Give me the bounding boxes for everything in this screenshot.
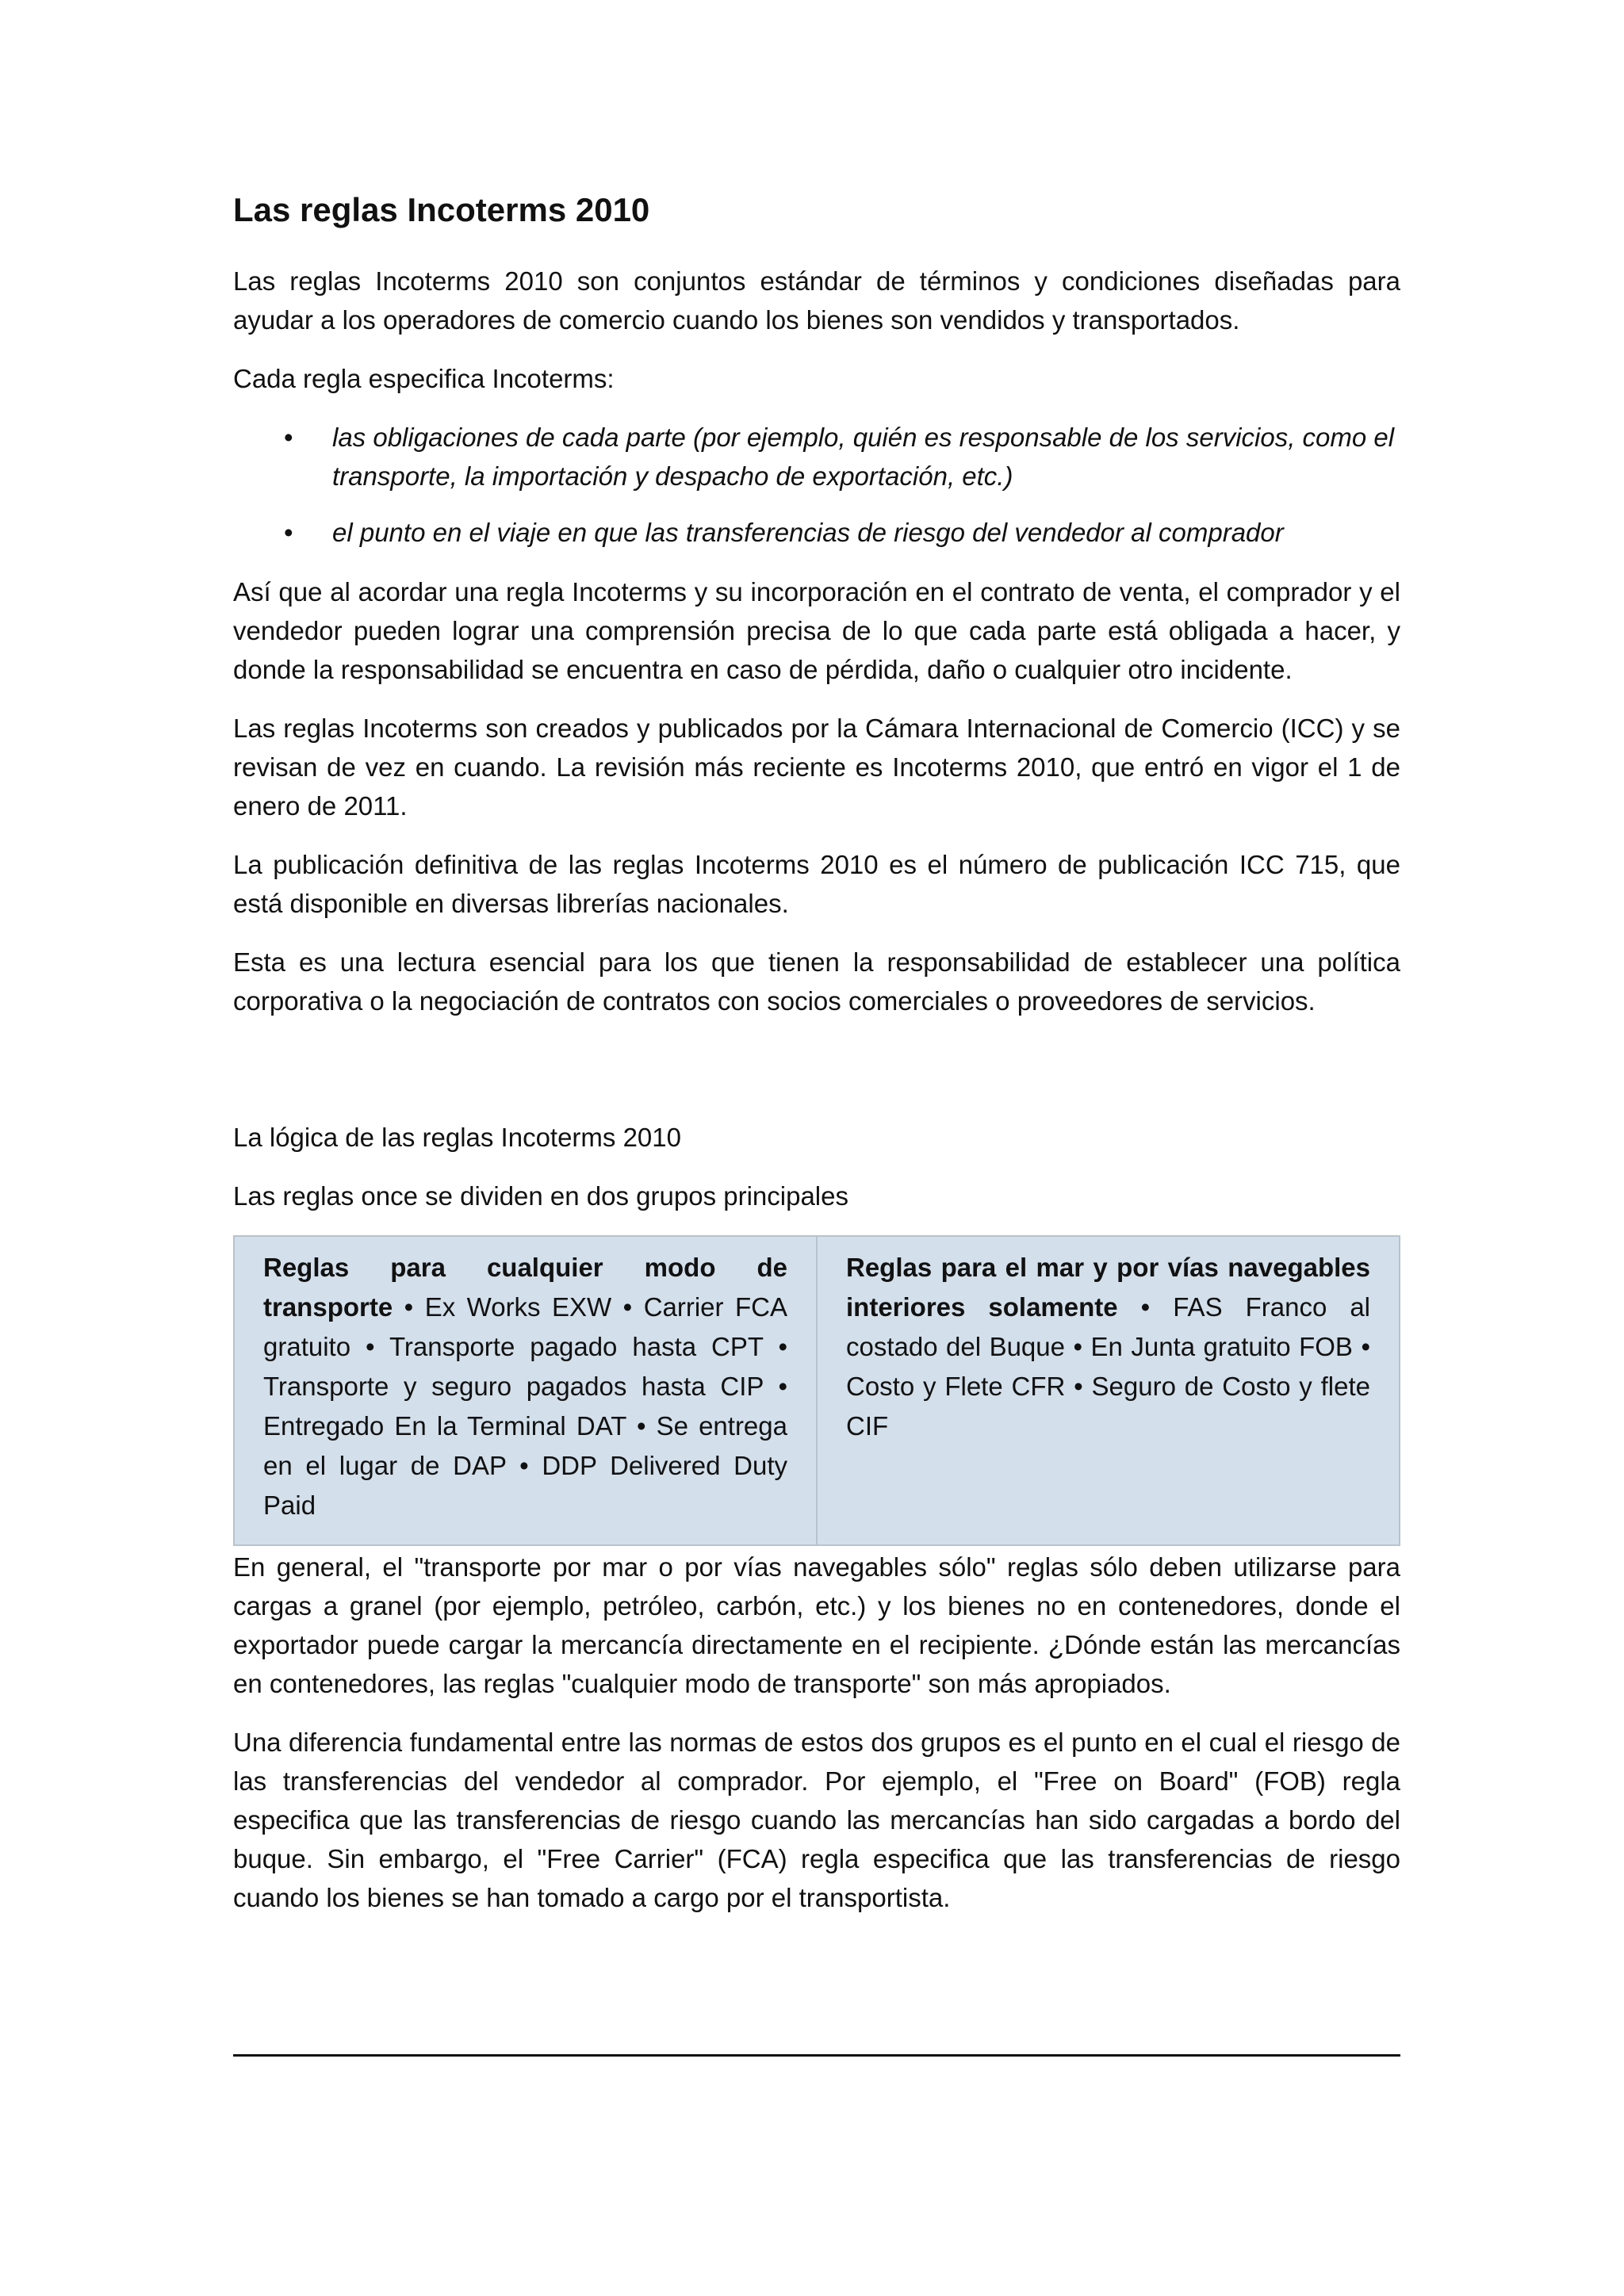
rule-groups-table [233, 1235, 1400, 1546]
essential-reading-paragraph: Esta es una lectura esencial para los que tienen la responsabilidad de establecer una política corporativa o la negociación de contratos con socios comerciales o proveedores de servicios. [233, 947, 1400, 1016]
any-mode-item: • Entregado En la Terminal DAT [263, 1372, 787, 1441]
spacer [233, 1040, 1400, 1118]
list-item [233, 513, 1400, 552]
rule-bullet-list [233, 418, 1400, 552]
sea-mode-heading: Reglas para el mar y por vías navegables interiores solamente [846, 1253, 1370, 1322]
footer-divider [233, 2054, 1400, 2057]
page-title: Las reglas Incoterms 2010 [233, 191, 650, 228]
sea-mode-item: • Costo y Flete CFR [846, 1332, 1370, 1402]
publication-paragraph: La publicación definitiva de las reglas Incoterms 2010 es el número de publicación ICC 715, que está disponible en diversas librerías nacionales. [233, 850, 1400, 919]
bullet-text: el punto en el viaje en que las transferencias de riesgo del vendedor al comprador [332, 518, 1284, 548]
any-mode-item: • Carrier FCA gratuito [263, 1292, 787, 1362]
document-page [233, 190, 1400, 1937]
logic-heading: La lógica de las reglas Incoterms 2010 [233, 1123, 681, 1153]
bullet-text: las obligaciones de cada parte (por ejemplo, quién es responsable de los servicios, como el transporte, la importación y despacho de exportación, etc.) [332, 423, 1395, 492]
any-mode-cell [234, 1236, 817, 1545]
bullet-icon: • [284, 423, 293, 453]
agreement-paragraph: Así que al acordar una regla Incoterms y su incorporación en el contrato de venta, el comprador y el vendedor pueden lograr una comprensión precisa de lo que cada parte está obligada a hacer, y donde la responsabilidad se encuentra en caso de pérdida, daño o cualquier otro incidente. [233, 577, 1400, 685]
any-mode-item: • Se entrega en el lugar de DAP [263, 1411, 787, 1481]
groups-intro: Las reglas once se dividen en dos grupos principales [233, 1181, 848, 1211]
any-mode-item: • DDP Delivered Duty Paid [263, 1451, 787, 1521]
sea-mode-item: • FAS Franco al costado del Buque [846, 1292, 1371, 1362]
risk-transfer-paragraph: Una diferencia fundamental entre las normas de estos dos grupos es el punto en el cual el riesgo de las transferencias del vendedor al comprador. Por ejemplo, el "Free on Board" (FOB) regla especifica que las transferencias de riesgo cuando las mercancías han sido cargadas a bordo del buque. Sin embargo, el "Free Carrier" (FCA) regla especifica que las transferencias de riesgo cuando los bienes se han tomado a cargo por el transportista. [233, 1728, 1400, 1913]
bulk-cargo-paragraph: En general, el "transporte por mar o por vías navegables sólo" reglas sólo deben utilizarse para cargas a granel (por ejemplo, petróleo, carbón, etc.) y los bienes no en contenedores, donde el exportador puede cargar la mercancía directamente en el recipiente. ¿Dónde están las mercancías en contenedores, las reglas "cualquier modo de transporte" son más apropiados. [233, 1552, 1400, 1699]
each-rule-paragraph: Cada regla especifica Incoterms: [233, 364, 615, 394]
sea-mode-item: • Seguro de Costo y flete CIF [846, 1372, 1370, 1441]
any-mode-item: • Transporte pagado hasta CPT [366, 1332, 764, 1362]
sea-mode-cell [817, 1236, 1400, 1545]
table-row [234, 1236, 1400, 1545]
any-mode-item: • Ex Works EXW [404, 1292, 612, 1322]
bullet-icon: • [284, 518, 293, 548]
any-mode-heading: Reglas para cualquier modo de transporte [263, 1253, 787, 1322]
list-item [233, 418, 1400, 496]
icc-paragraph: Las reglas Incoterms son creados y publicados por la Cámara Internacional de Comercio (ICC) y se revisan de vez en cuando. La revisión más reciente es Incoterms 2010, que entró en vigor el 1 de enero de 2011. [233, 714, 1400, 821]
sea-mode-item: • En Junta gratuito FOB [1073, 1332, 1353, 1362]
intro-paragraph: Las reglas Incoterms 2010 son conjuntos estándar de términos y condiciones diseñadas para ayudar a los operadores de comercio cuando los bienes son vendidos y transportados. [233, 266, 1400, 335]
any-mode-item: • Transporte y seguro pagados hasta CIP [263, 1332, 787, 1402]
